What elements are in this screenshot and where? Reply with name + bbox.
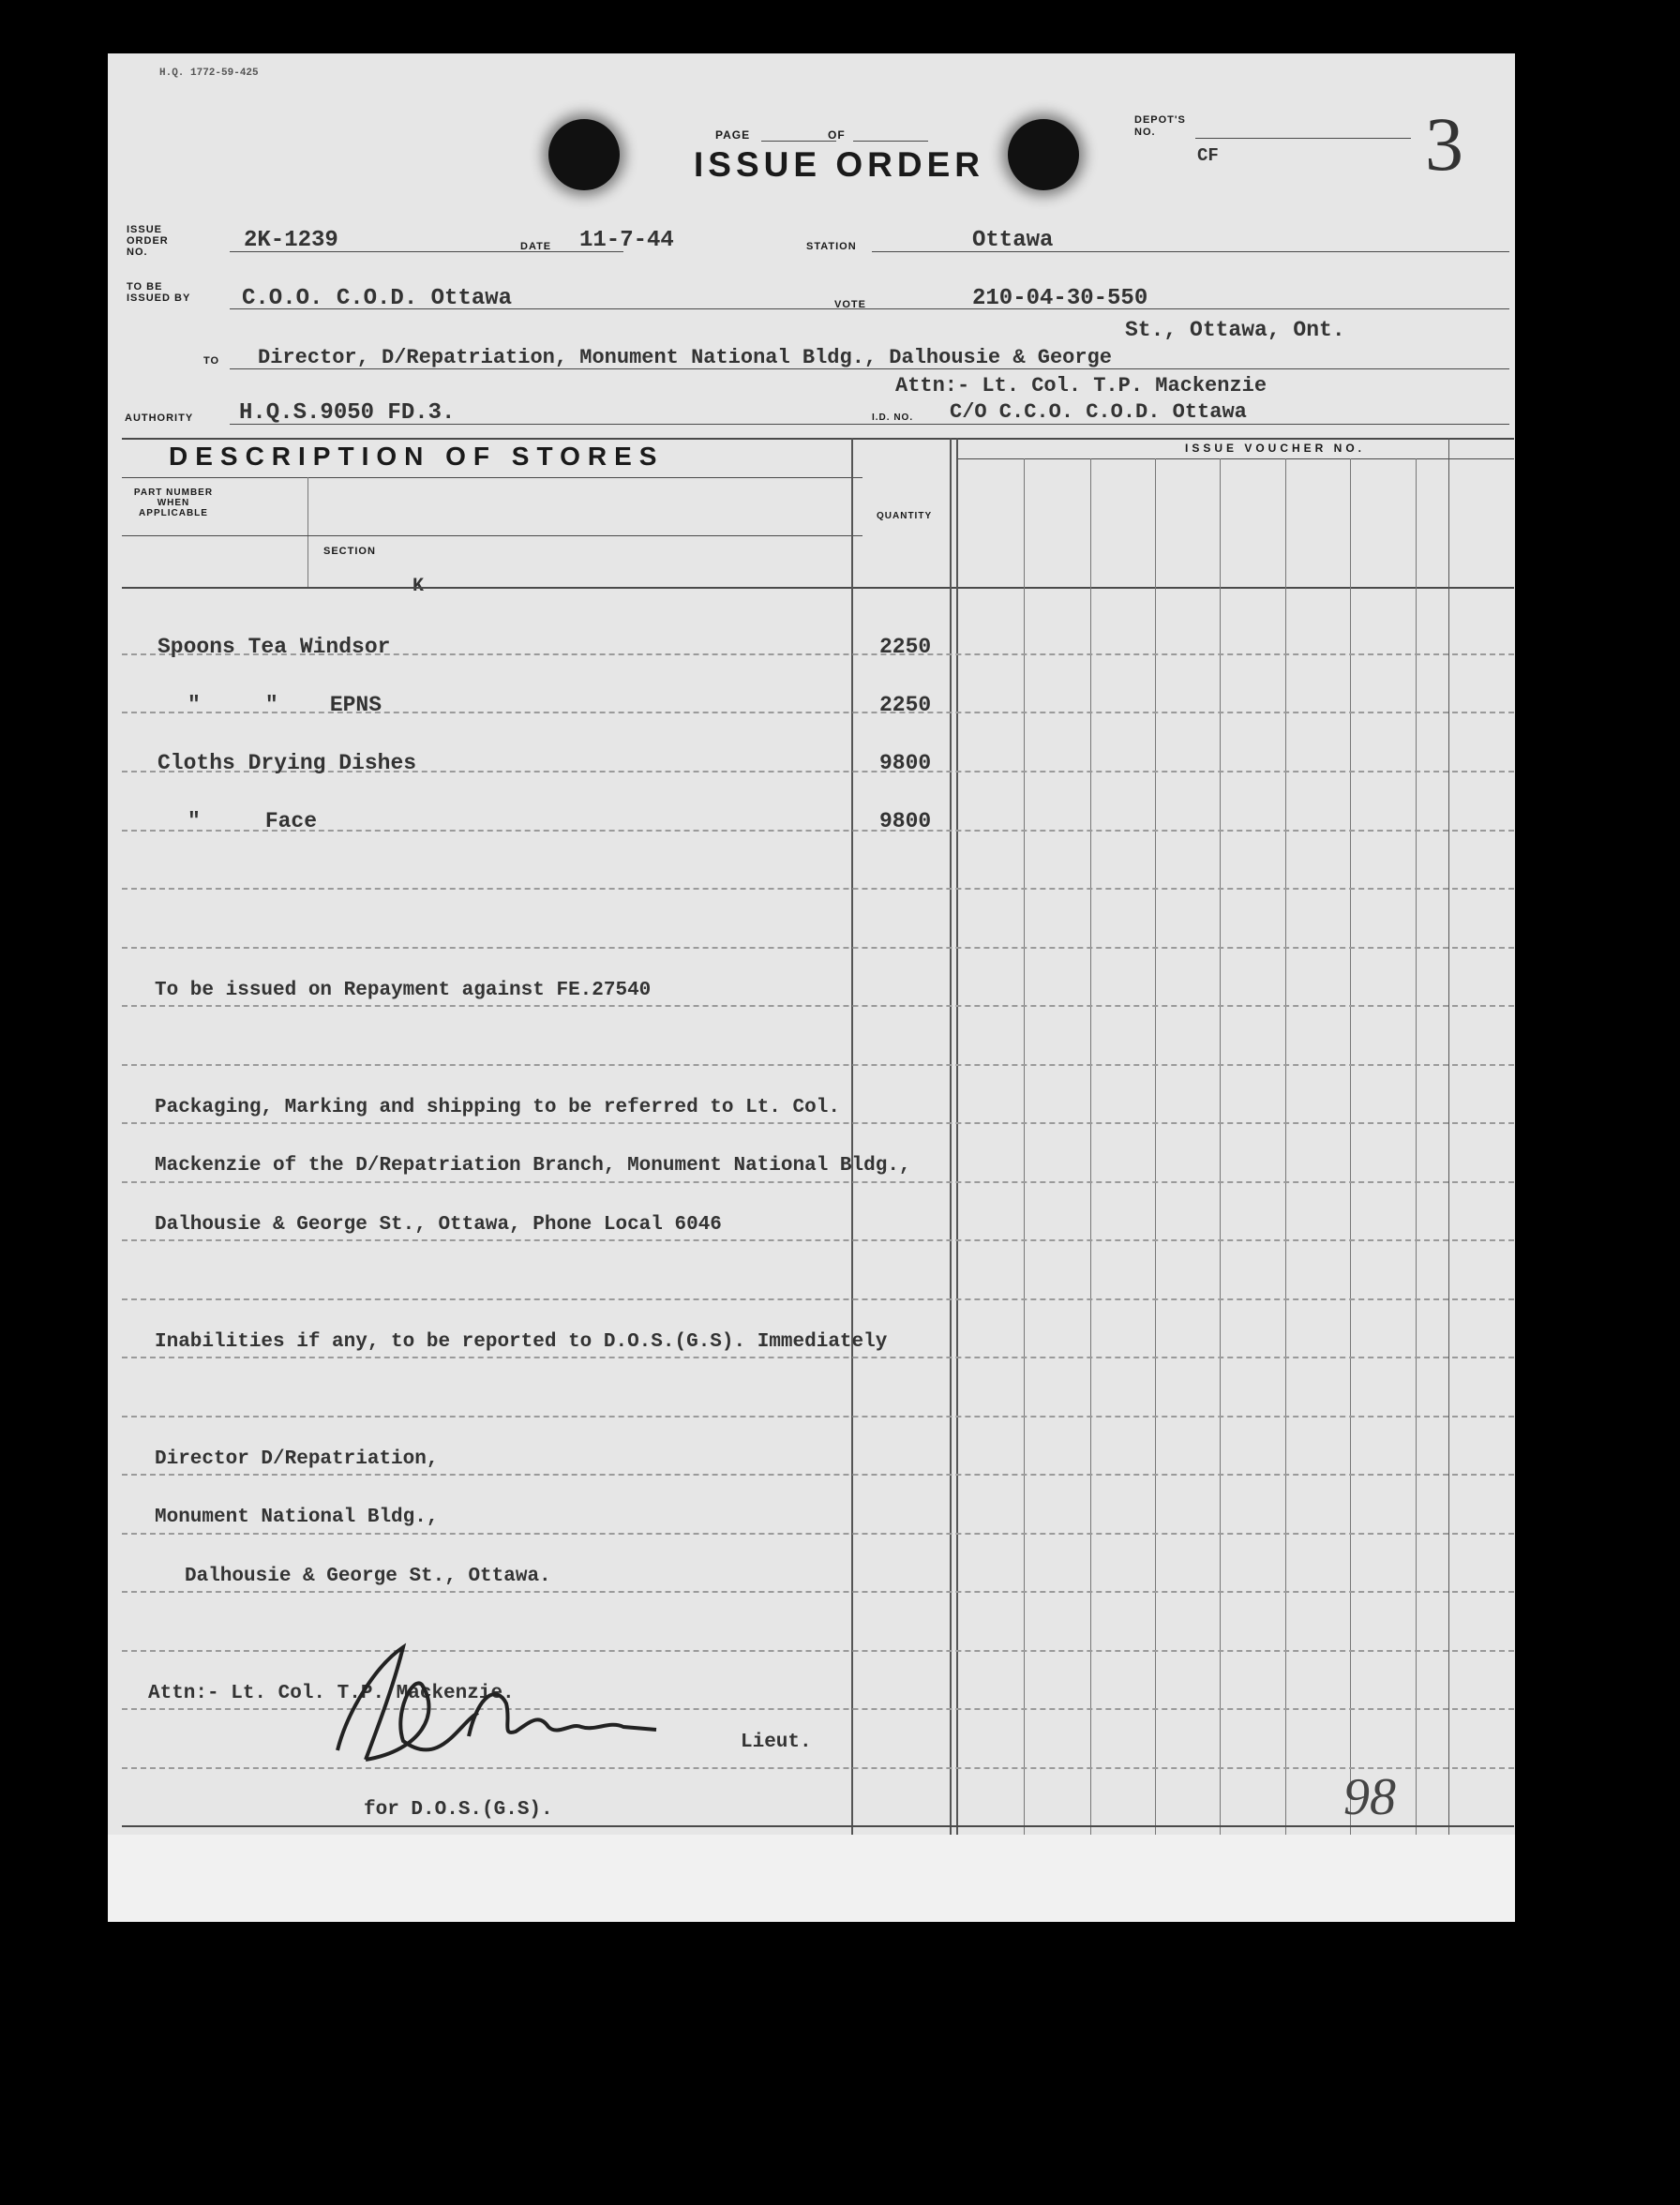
item-quantity: 9800: [879, 809, 932, 833]
to-label: TO: [203, 355, 220, 367]
depot-label: DEPOT'S NO.: [1134, 114, 1186, 138]
page-title: ISSUE ORDER: [694, 145, 984, 184]
issue-order-no: 2K-1239: [244, 228, 338, 253]
address-line: Dalhousie & George St., Ottawa.: [185, 1566, 551, 1587]
depot-code: CF: [1197, 145, 1219, 166]
vote-label: VOTE: [834, 299, 866, 310]
issue-order-label: ISSUE ORDER NO.: [127, 224, 169, 258]
station-label: STATION: [806, 241, 857, 252]
vote: 210-04-30-550: [972, 286, 1148, 311]
authority-label: AUTHORITY: [125, 412, 194, 424]
note-line: Inabilities if any, to be reported to D.O.S.(G.S). Immediately: [155, 1331, 888, 1353]
item-description: " " EPNS: [188, 693, 382, 717]
handwritten-number: 98: [1343, 1768, 1396, 1826]
quantity-header: QUANTITY: [877, 511, 933, 521]
item-quantity: 2250: [879, 635, 932, 659]
item-description: Cloths Drying Dishes: [158, 751, 417, 775]
of-label: OF: [828, 128, 846, 142]
corner-stamp: H.Q. 1772-59-425: [159, 68, 259, 79]
section-header: SECTION: [323, 546, 376, 557]
voucher-header: ISSUE VOUCHER NO.: [1184, 442, 1366, 455]
desc-header: DESCRIPTION OF STORES: [169, 442, 665, 471]
item-quantity: 9800: [879, 751, 932, 775]
attn-text: Attn:- Lt. Col. T.P. Mackenzie.: [148, 1683, 515, 1704]
id-no: C/O C.C.O. C.O.D. Ottawa: [950, 400, 1247, 424]
section-value: K: [412, 576, 425, 597]
date-label: DATE: [520, 241, 552, 252]
authority: H.Q.S.9050 FD.3.: [239, 400, 456, 426]
bottom-margin: [108, 1835, 1515, 1922]
address-line: Director D/Repatriation,: [155, 1448, 439, 1470]
punch-hole-left: [548, 119, 620, 190]
note-line: Mackenzie of the D/Repatriation Branch, Monument National Bldg.,: [155, 1155, 911, 1177]
to-line-top: St., Ottawa, Ont.: [1125, 318, 1345, 342]
page-label: PAGE: [715, 128, 751, 142]
address-line: Monument National Bldg.,: [155, 1507, 439, 1528]
to-line: Director, D/Repatriation, Monument National Bldg., Dalhousie & George: [258, 346, 1112, 369]
signature-rank: Lieut.: [741, 1732, 812, 1753]
note-line: Dalhousie & George St., Ottawa, Phone Local 6046: [155, 1214, 722, 1236]
issue-order-form: [108, 53, 1515, 1922]
page-number: 3: [1425, 101, 1463, 187]
item-quantity: 2250: [879, 693, 932, 717]
date: 11-7-44: [579, 228, 674, 253]
station: Ottawa: [972, 228, 1054, 253]
note-line: Packaging, Marking and shipping to be referred to Lt. Col.: [155, 1097, 840, 1118]
issued-by-label: TO BE ISSUED BY: [127, 281, 191, 304]
item-description: " Face: [188, 809, 318, 833]
note-line: To be issued on Repayment against FE.27540: [155, 980, 652, 1001]
for-line: for D.O.S.(G.S).: [364, 1799, 553, 1821]
attn-line: Attn:- Lt. Col. T.P. Mackenzie: [895, 374, 1268, 398]
id-no-label: I.D. NO.: [872, 412, 914, 423]
handwritten-signature: [309, 1610, 666, 1778]
issued-by: C.O.O. C.O.D. Ottawa: [242, 286, 513, 311]
item-description: Spoons Tea Windsor: [158, 635, 391, 659]
part-number-header: PART NUMBER WHEN APPLICABLE: [133, 488, 214, 518]
